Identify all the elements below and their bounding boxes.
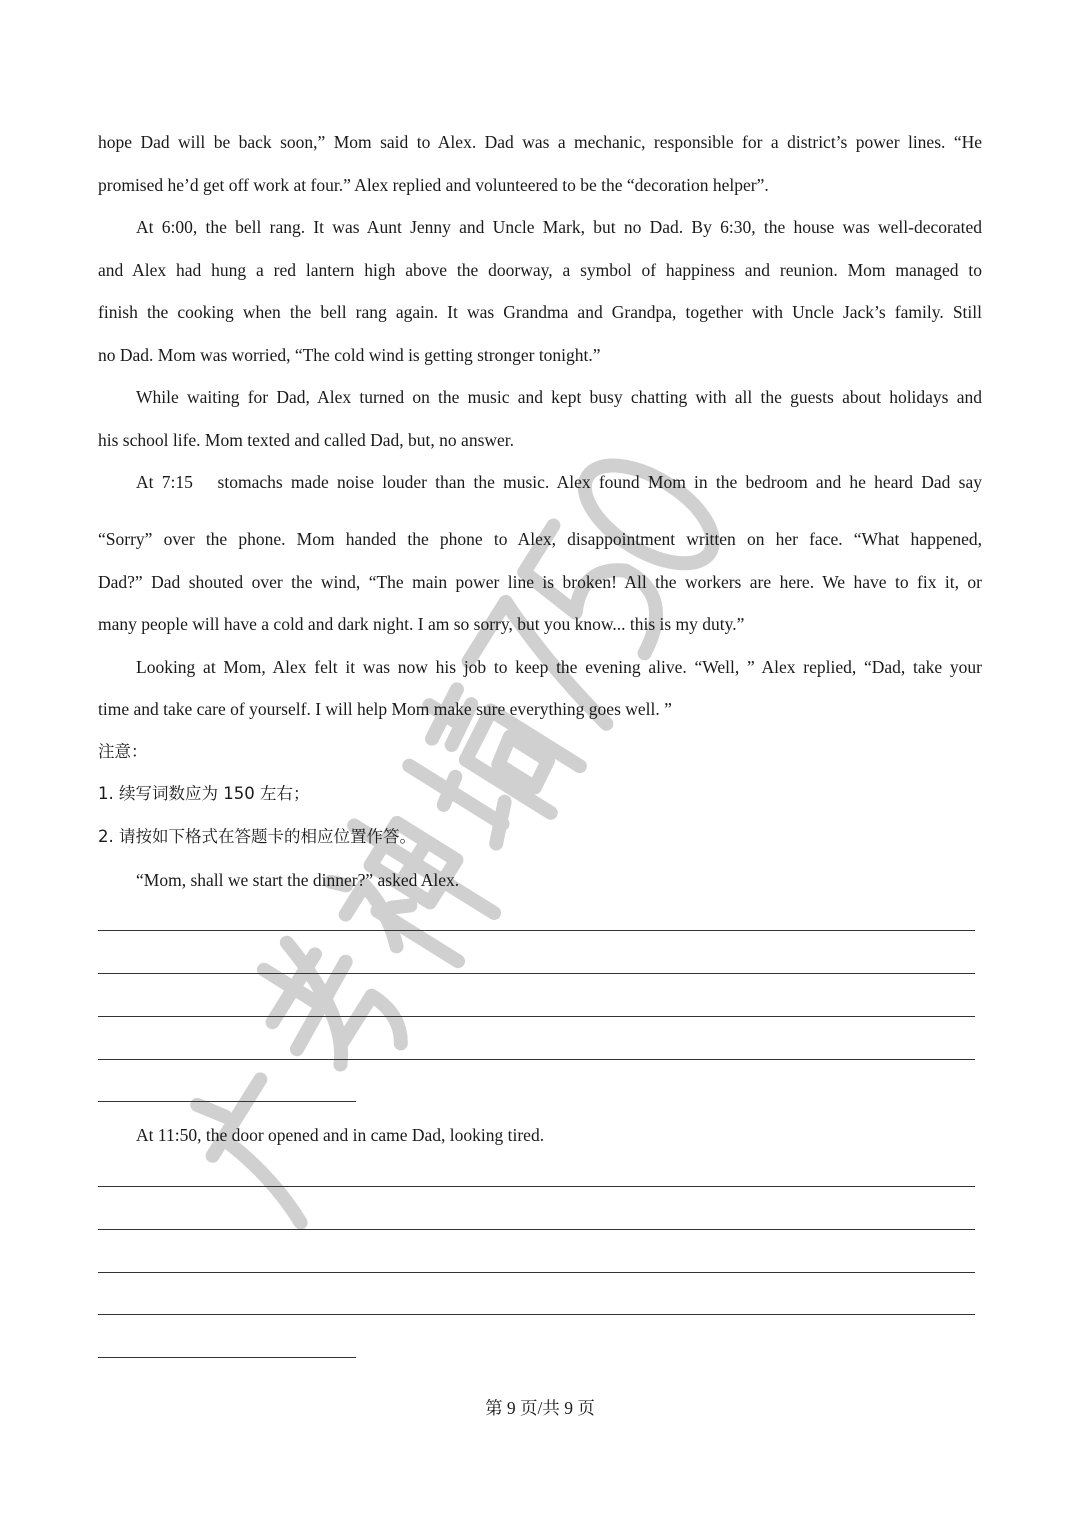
answer-line — [98, 1186, 975, 1187]
paragraph-2-line-3: finish the cooking when the bell rang again. It was Grandma and Grandpa, together with Uncle Jack’s family. Still — [98, 302, 982, 322]
paragraph-1-line-1: hope Dad will be back soon,” Mom said to Alex. Dad was a mechanic, responsible for a district’s power lines. “He — [98, 132, 982, 152]
answer-line — [98, 1016, 975, 1017]
paragraph-2-line-4: no Dad. Mom was worried, “The cold wind is getting stronger tonight.” — [98, 345, 601, 365]
answer-line — [98, 1059, 975, 1060]
paragraph-3-line-1: While waiting for Dad, Alex turned on the music and kept busy chatting with all the guests about holidays and — [136, 387, 982, 407]
paragraph-4-line-3: Dad?” Dad shouted over the wind, “The main power line is broken! All the workers are here. We have to fix it, or — [98, 572, 982, 592]
prompt-first: “Mom, shall we start the dinner?” asked Alex. — [136, 870, 460, 890]
watermark — [140, 330, 1040, 1230]
paragraph-4-line-1: At 7:15 stomachs made noise louder than the music. Alex found Mom in the bedroom and he heard Dad say — [136, 472, 982, 492]
answer-line-short — [98, 1357, 356, 1358]
answer-line — [98, 973, 975, 974]
paragraph-3-line-2: his school life. Mom texted and called Dad, but, no answer. — [98, 430, 515, 450]
answer-line-short — [98, 1101, 356, 1102]
paragraph-1-line-2: promised he’d get off work at four.” Alex replied and volunteered to be the “decoration helper”. — [98, 175, 769, 195]
paragraph-5-line-2: time and take care of yourself. I will help Mom make sure everything goes well. ” — [98, 699, 672, 719]
answer-line — [98, 1272, 975, 1273]
notes-item-1: 1. 续写词数应为 150 左右； — [98, 784, 310, 803]
notes-heading: 注意： — [98, 742, 148, 761]
answer-line — [98, 1314, 975, 1315]
notes-item-2: 2. 请按如下格式在答题卡的相应位置作答。 — [98, 827, 416, 846]
paragraph-4-line-4: many people will have a cold and dark night. I am so sorry, but you know... this is my duty.” — [98, 614, 745, 634]
page-number: 第 9 页/共 9 页 — [485, 1398, 595, 1418]
paragraph-2-line-1: At 6:00, the bell rang. It was Aunt Jenny and Uncle Mark, but no Dad. By 6:30, the house was well-decorated — [136, 217, 982, 237]
paragraph-5-line-1: Looking at Mom, Alex felt it was now his job to keep the evening alive. “Well, ” Alex replied, “Dad, take your — [136, 657, 982, 677]
prompt-second: At 11:50, the door opened and in came Dad, looking tired. — [136, 1125, 545, 1145]
paragraph-4-line-2: “Sorry” over the phone. Mom handed the phone to Alex, disappointment written on her face. “What happened, — [98, 529, 982, 549]
answer-line — [98, 930, 975, 931]
answer-line — [98, 1229, 975, 1230]
paragraph-2-line-2: and Alex had hung a red lantern high above the doorway, a symbol of happiness and reunion. Mom managed to — [98, 260, 982, 280]
